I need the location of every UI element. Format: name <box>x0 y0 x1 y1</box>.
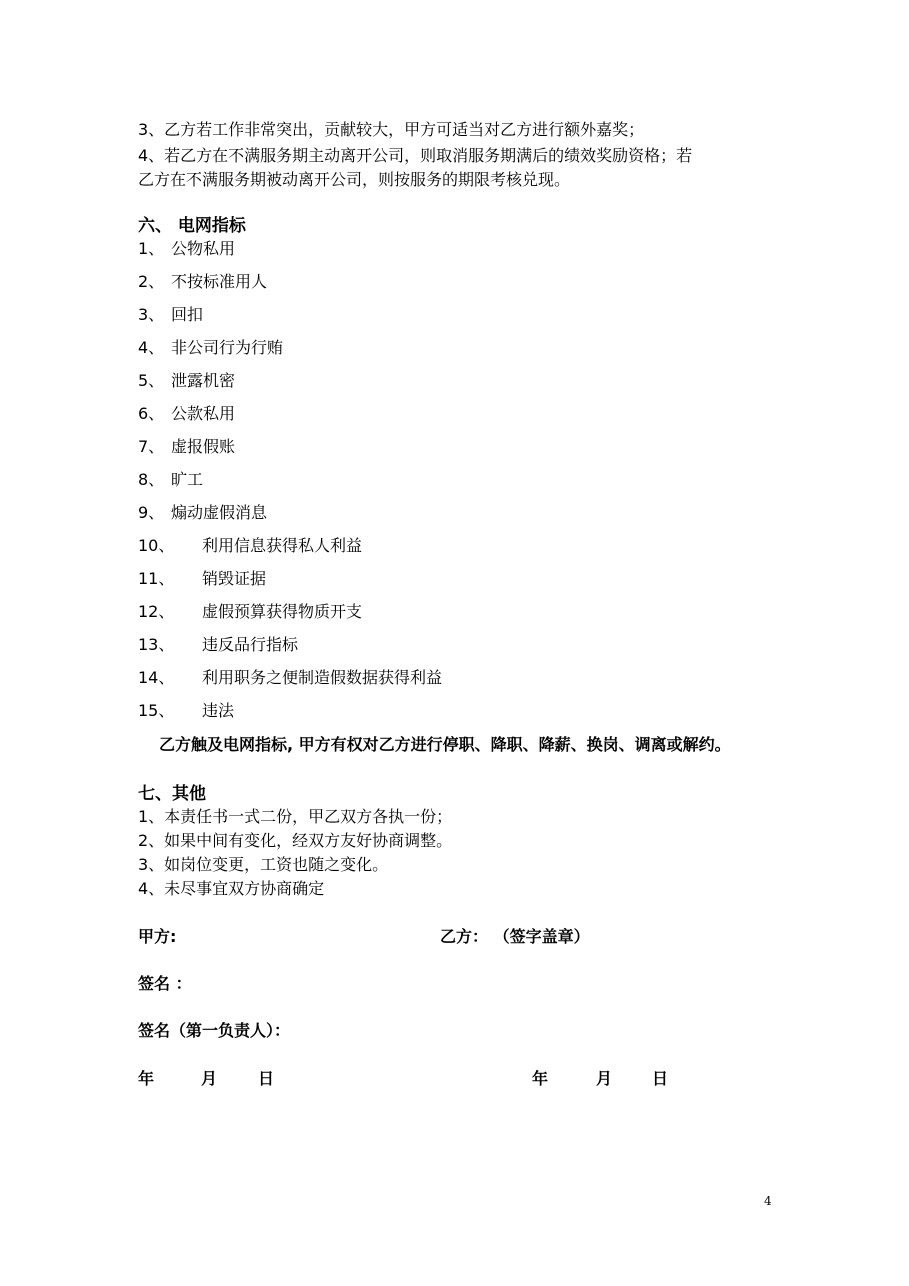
item-text: 销毁证据 <box>202 569 267 588</box>
page-number: 4 <box>764 1194 772 1208</box>
section-7-heading: 七、其他 <box>138 784 206 804</box>
list-item <box>138 468 203 492</box>
list-item <box>138 270 267 294</box>
item-number: 6、 <box>138 404 165 423</box>
item-number: 11、 <box>138 569 175 588</box>
item-text: 利用信息获得私人利益 <box>202 536 363 555</box>
item-number: 13、 <box>138 635 175 654</box>
list-item: 1、本责任书一式二份，甲乙双方各执一份； <box>138 807 453 826</box>
clause-5-3: 3、乙方若工作非常突出，贡献较大，甲方可适当对乙方进行额外嘉奖； <box>138 120 645 139</box>
item-text: 虚假预算获得物质开支 <box>202 602 363 621</box>
item-text: 违法 <box>202 701 235 720</box>
list-item <box>138 567 266 591</box>
clause-5-4-line1: 4、若乙方在不满服务期主动离开公司，则取消服务期满后的绩效奖励资格；若 <box>138 146 693 165</box>
list-item <box>138 303 203 327</box>
item-text: 旷工 <box>171 470 204 489</box>
item-number: 4、 <box>138 338 165 357</box>
item-text: 违反品行指标 <box>202 635 299 654</box>
date-day-label: 日 <box>258 1069 275 1088</box>
date-year-label: 年 <box>532 1069 549 1088</box>
list-item <box>138 534 362 558</box>
list-item <box>138 237 235 261</box>
item-number: 15、 <box>138 701 175 720</box>
list-item: 4、未尽事宜双方协商确定 <box>138 879 325 898</box>
clause-5-4-line2: 乙方在不满服务期被动离开公司，则按服务的期限考核兑现。 <box>138 170 571 189</box>
item-number: 1、 <box>138 239 165 258</box>
list-item <box>138 336 283 360</box>
party-b-label: 乙方： （签字盖章） <box>440 927 590 946</box>
item-text: 回扣 <box>171 305 204 324</box>
list-item: 2、如果中间有变化，经双方友好协商调整。 <box>138 831 453 850</box>
item-number: 7、 <box>138 437 165 456</box>
item-text: 非公司行为行贿 <box>171 338 284 357</box>
list-item <box>138 666 442 690</box>
date-year-label: 年 <box>138 1069 155 1088</box>
item-number: 9、 <box>138 503 165 522</box>
item-number: 5、 <box>138 371 165 390</box>
item-text: 煽动虚假消息 <box>171 503 268 522</box>
item-number: 14、 <box>138 668 175 687</box>
date-day-label: 日 <box>652 1069 669 1088</box>
item-text: 利用职务之便制造假数据获得利益 <box>202 668 443 687</box>
signature-label: 签名 ： <box>138 974 192 993</box>
leader-signature-label: 签名（第一负责人）： <box>138 1021 291 1040</box>
list-item <box>138 369 235 393</box>
party-a-label: 甲方: <box>138 927 177 946</box>
item-number: 8、 <box>138 470 165 489</box>
item-text: 公物私用 <box>171 239 236 258</box>
item-text: 公款私用 <box>171 404 236 423</box>
item-number: 3、 <box>138 305 165 324</box>
list-item <box>138 435 235 459</box>
item-text: 泄露机密 <box>171 371 236 390</box>
list-item <box>138 402 235 426</box>
list-item <box>138 501 267 525</box>
item-text: 不按标准用人 <box>171 272 268 291</box>
list-item: 3、如岗位变更，工资也随之变化。 <box>138 855 389 874</box>
date-month-label: 月 <box>201 1069 218 1088</box>
item-number: 2、 <box>138 272 165 291</box>
list-item <box>138 633 298 657</box>
grid-indicator-notice: 乙方触及电网指标, 甲方有权对乙方进行停职、降职、降薪、换岗、调离或解约。 <box>159 735 731 754</box>
list-item <box>138 600 362 624</box>
item-number: 12、 <box>138 602 175 621</box>
section-6-heading: 六、 电网指标 <box>138 216 246 236</box>
date-month-label: 月 <box>596 1069 613 1088</box>
list-item <box>138 699 234 723</box>
item-number: 10、 <box>138 536 175 555</box>
item-text: 虚报假账 <box>171 437 236 456</box>
